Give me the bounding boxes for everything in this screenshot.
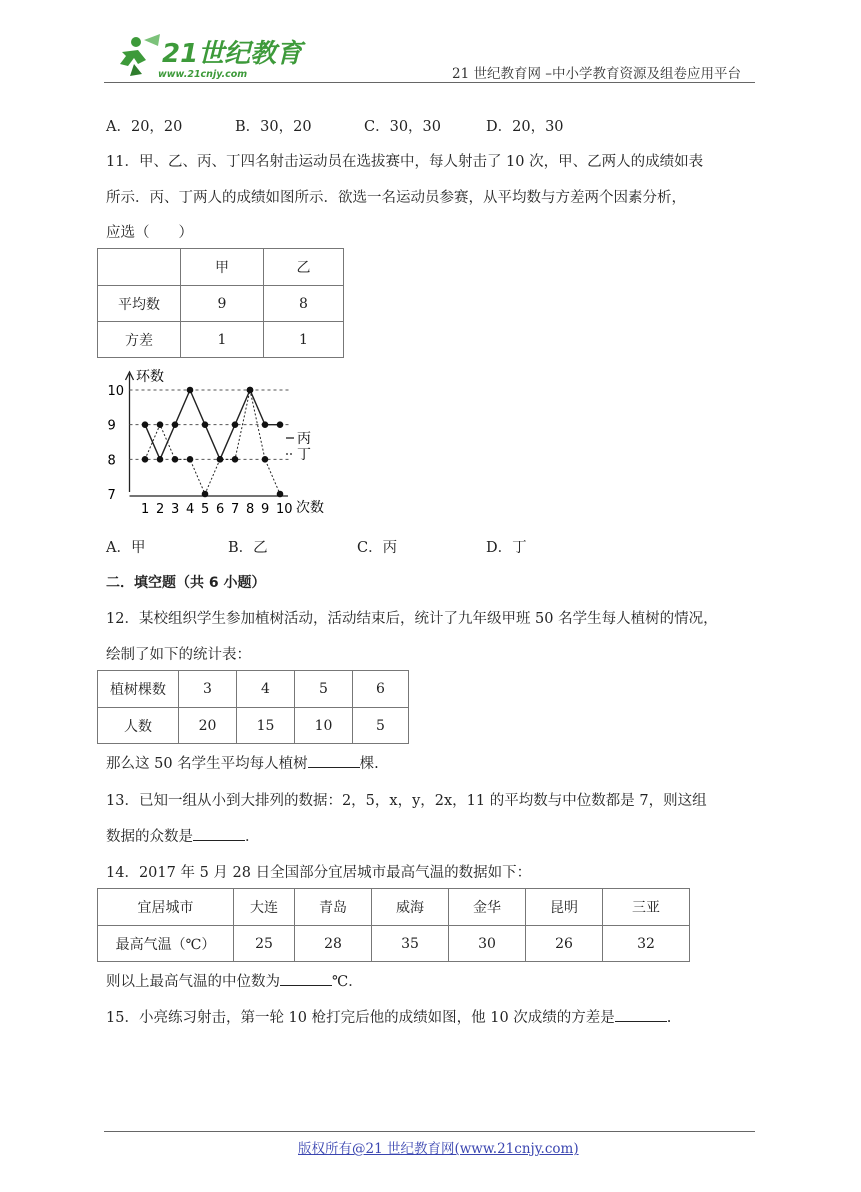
chart-legend-label: 丁 xyxy=(297,447,311,463)
q14-table-cell: 宜居城市 xyxy=(98,889,234,926)
q11-table-cell: 9 xyxy=(181,286,264,322)
chart-data-point xyxy=(202,421,209,428)
chart-data-point xyxy=(172,421,179,428)
q11-table-cell: 方差 xyxy=(98,322,181,358)
q14-table-cell: 最高气温（℃） xyxy=(98,926,234,962)
q15-text-suffix: . xyxy=(666,1010,672,1026)
q15-text-line xyxy=(106,1006,671,1027)
chart-data-point xyxy=(277,491,284,498)
chart-data-point xyxy=(262,421,269,428)
q14-table-cell: 35 xyxy=(372,926,449,962)
logo-text: 21世纪教育 xyxy=(162,39,303,69)
shooting-score-chart xyxy=(100,366,340,520)
chart-legend-label: 丙 xyxy=(297,431,311,447)
q10-option-d: D．20，30 xyxy=(486,119,564,135)
chart-data-point xyxy=(202,491,209,498)
q11-text-line1: 11．甲、乙、丙、丁四名射击运动员在选拔赛中，每人射击了 10 次，甲、乙两人的成绩如表 xyxy=(106,154,704,170)
q11-table-header-yi: 乙 xyxy=(264,249,344,286)
q12-table-cell: 3 xyxy=(179,671,237,708)
chart-x-tick-label: 5 xyxy=(201,502,210,517)
q13-text-line1: 13．已知一组从小到大排列的数据：2，5，x，y，2x，11 的平均数与中位数都是 7，则这组 xyxy=(106,793,707,809)
q14-table-cell: 25 xyxy=(234,926,295,962)
q12-table-cell: 4 xyxy=(237,671,295,708)
q11-option-b: B．乙 xyxy=(228,540,268,556)
chart-x-tick-label: 4 xyxy=(186,502,195,517)
footer-divider xyxy=(104,1131,755,1132)
q12-table-cell: 10 xyxy=(295,708,353,744)
q14-table-cell: 金华 xyxy=(449,889,526,926)
site-logo xyxy=(108,30,303,82)
chart-x-tick-label: 6 xyxy=(216,502,225,517)
q14-answer-line xyxy=(106,970,363,991)
chart-data-point xyxy=(247,387,254,394)
chart-data-point xyxy=(142,456,149,463)
chart-data-point xyxy=(262,456,269,463)
chart-data-point xyxy=(232,421,239,428)
chart-y-axis-label: 环数 xyxy=(136,369,164,385)
chart-y-tick-label: 9 xyxy=(107,418,116,434)
q13-text-line2 xyxy=(106,825,260,846)
chart-x-tick-label: 3 xyxy=(171,502,180,517)
logo-url: www.21cnjy.com xyxy=(158,69,248,80)
q14-answer-blank xyxy=(280,971,332,986)
chart-x-tick-label: 10 xyxy=(276,502,293,517)
section-fill-in-title: 二．填空题（共 6 小题） xyxy=(106,575,266,591)
chart-data-point xyxy=(157,421,164,428)
chart-y-tick-label: 7 xyxy=(107,488,116,503)
q12-table-cell: 5 xyxy=(295,671,353,708)
q14-table-cell: 30 xyxy=(449,926,526,962)
q14-answer-suffix: ℃． xyxy=(332,974,363,990)
q12-answer-prefix: 那么这 50 名学生平均每人植树 xyxy=(106,756,308,772)
runner-logo-icon xyxy=(120,34,160,76)
chart-x-tick-label: 7 xyxy=(231,502,240,517)
q12-table-cell: 人数 xyxy=(98,708,179,744)
q14-table-cell: 昆明 xyxy=(526,889,603,926)
q11-table-cell: 1 xyxy=(264,322,344,358)
q12-table-cell: 15 xyxy=(237,708,295,744)
q12-answer-suffix: 棵. xyxy=(359,756,379,772)
chart-data-point xyxy=(172,456,179,463)
q12-text-line1: 12．某校组织学生参加植树活动，活动结束后，统计了九年级甲班 50 名学生每人植树的情况， xyxy=(106,611,718,627)
chart-x-tick-label: 2 xyxy=(156,502,165,517)
q11-option-d: D．丁 xyxy=(486,540,527,556)
q11-table-header-empty xyxy=(98,249,181,286)
q14-table-cell: 28 xyxy=(295,926,372,962)
q10-option-b: B．30，20 xyxy=(235,119,312,135)
chart-data-point xyxy=(157,456,164,463)
q13-answer-blank xyxy=(193,826,245,841)
q14-table-cell: 32 xyxy=(603,926,690,962)
q11-table xyxy=(97,248,344,358)
q12-table xyxy=(97,670,409,744)
q12-table-cell: 20 xyxy=(179,708,237,744)
q14-answer-prefix: 则以上最高气温的中位数为 xyxy=(106,974,280,990)
q11-table-header-jia: 甲 xyxy=(181,249,264,286)
header-divider xyxy=(104,82,755,83)
chart-series-line-1 xyxy=(145,390,280,459)
q15-text-prefix: 15．小亮练习射击，第一轮 10 枪打完后他的成绩如图，他 10 次成绩的方差是 xyxy=(106,1010,615,1026)
q14-table-cell: 青岛 xyxy=(295,889,372,926)
chart-data-point xyxy=(217,456,224,463)
q12-table-cell: 6 xyxy=(353,671,409,708)
q11-option-a: A．甲 xyxy=(106,540,146,556)
q11-option-c: C．丙 xyxy=(357,540,398,556)
q11-text-line3: 应选（ ） xyxy=(106,225,193,241)
chart-x-tick-label: 8 xyxy=(246,502,255,517)
footer-copyright-link[interactable]: 版权所有@21 世纪教育网(www.21cnjy.com) xyxy=(298,1141,579,1157)
q12-answer-line xyxy=(106,752,379,773)
q12-table-cell: 5 xyxy=(353,708,409,744)
chart-y-tick-label: 8 xyxy=(107,453,116,469)
q14-table-cell: 大连 xyxy=(234,889,295,926)
q14-table xyxy=(97,888,690,962)
chart-x-axis-label: 次数 xyxy=(296,500,324,516)
chart-x-tick-label: 1 xyxy=(141,502,150,517)
q10-option-a: A．20，20 xyxy=(106,119,183,135)
q12-answer-blank xyxy=(308,753,360,768)
chart-data-point xyxy=(277,421,284,428)
q12-text-line2: 绘制了如下的统计表： xyxy=(106,647,251,663)
q11-text-line2: 所示．丙、丁两人的成绩如图所示．欲选一名运动员参赛，从平均数与方差两个因素分析， xyxy=(106,190,686,206)
q13-text-prefix: 数据的众数是 xyxy=(106,829,193,845)
q10-option-c: C．30，30 xyxy=(364,119,441,135)
q14-text-line1: 14．2017 年 5 月 28 日全国部分宜居城市最高气温的数据如下： xyxy=(106,865,532,881)
chart-data-point xyxy=(187,456,194,463)
chart-y-tick-label: 10 xyxy=(107,384,125,399)
q11-table-cell: 平均数 xyxy=(98,286,181,322)
chart-data-point xyxy=(187,387,194,394)
q11-table-cell: 8 xyxy=(264,286,344,322)
site-title: 21 世纪教育网 –中小学教育资源及组卷应用平台 xyxy=(452,66,742,82)
q12-table-cell: 植树棵数 xyxy=(98,671,179,708)
q14-table-cell: 威海 xyxy=(372,889,449,926)
chart-data-point xyxy=(232,456,239,463)
q14-table-cell: 三亚 xyxy=(603,889,690,926)
q14-table-cell: 26 xyxy=(526,926,603,962)
chart-data-point xyxy=(142,421,149,428)
chart-x-tick-label: 9 xyxy=(261,502,270,517)
q11-table-cell: 1 xyxy=(181,322,264,358)
q15-answer-blank xyxy=(615,1007,667,1022)
q13-text-suffix: ． xyxy=(245,829,260,845)
